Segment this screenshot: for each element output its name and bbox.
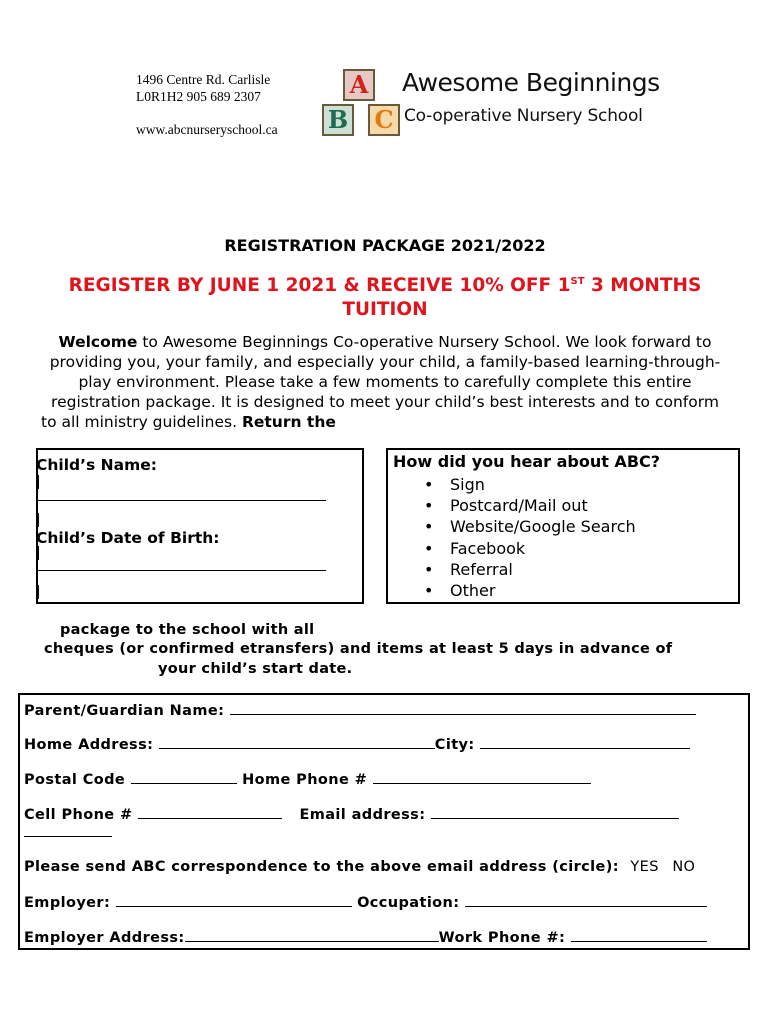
promo-line-1: REGISTER BY JUNE 1 2021 & RECEIVE 10% OFF 1: [68, 275, 571, 297]
occupation-label: Occupation:: [357, 895, 460, 911]
home-address-label: Home Address:: [24, 737, 154, 753]
promo-banner: [30, 270, 740, 322]
welcome-line-1: to Awesome Beginnings Co-operative Nursery School. We look forward to: [137, 333, 712, 351]
welcome-line-2: providing you, your family, and especially your child, a family-based learning-through-: [49, 353, 721, 371]
referral-option[interactable]: • Website/Google Search: [424, 516, 636, 537]
promo-superscript: ST: [570, 276, 585, 287]
yes-option[interactable]: YES: [630, 859, 659, 875]
postal-code-field[interactable]: [131, 771, 237, 784]
work-phone-field[interactable]: [571, 929, 707, 942]
address-line-1: 1496 Centre Rd. Carlisle: [136, 72, 271, 87]
child-dob-field[interactable]: [38, 570, 326, 571]
welcome-line-4: registration package. It is designed to meet your child’s best interests and to conform: [51, 393, 719, 411]
no-option[interactable]: NO: [672, 859, 696, 875]
form-row-address: [24, 736, 690, 753]
email-field-continued[interactable]: [24, 836, 112, 837]
logo-title: Awesome Beginnings: [402, 68, 660, 97]
parent-name-field[interactable]: [230, 702, 696, 715]
cell-phone-field[interactable]: [138, 806, 282, 819]
work-phone-label: Work Phone #:: [438, 930, 566, 946]
return-text: Return the: [241, 413, 336, 431]
logo-block-a: A: [343, 69, 375, 101]
field-marker: [36, 546, 39, 560]
postal-code-label: Postal Code: [24, 772, 126, 788]
page-title: REGISTRATION PACKAGE 2021/2022: [224, 236, 546, 255]
form-row-correspondence: [24, 859, 695, 875]
employer-address-label: Employer Address:: [24, 930, 185, 946]
child-name-label: Child’s Name:: [36, 456, 157, 474]
address-line-2: L0R1H2 905 689 2307: [136, 89, 261, 104]
field-marker: [36, 513, 39, 527]
parent-name-label: Parent/Guardian Name:: [24, 703, 225, 719]
email-label: Email address:: [299, 807, 426, 823]
home-address-field[interactable]: [159, 736, 435, 749]
home-phone-label: Home Phone #: [242, 772, 368, 788]
correspondence-label: Please send ABC correspondence to the above email address (circle):: [24, 859, 619, 875]
field-marker: [36, 585, 39, 599]
child-name-field[interactable]: [38, 500, 326, 501]
promo-line-1-end: 3 MONTHS: [584, 275, 702, 297]
form-row-postal: [24, 771, 591, 788]
school-address: [136, 71, 278, 138]
return-instructions-1: package to the school with all: [60, 622, 315, 638]
child-dob-label: Child’s Date of Birth:: [36, 529, 220, 547]
form-row-employer-address: [24, 929, 707, 946]
referral-option[interactable]: • Facebook: [424, 538, 636, 559]
home-phone-field[interactable]: [373, 771, 591, 784]
referral-option[interactable]: • Postcard/Mail out: [424, 495, 636, 516]
employer-field[interactable]: [116, 894, 352, 907]
referral-source-list: [424, 474, 636, 601]
employer-label: Employer:: [24, 895, 111, 911]
form-row-parent: [24, 702, 696, 719]
city-field[interactable]: [480, 736, 690, 749]
email-field[interactable]: [431, 806, 679, 819]
return-instructions-2: cheques (or confirmed etransfers) and items at least 5 days in advance of: [44, 641, 673, 657]
welcome-line-5: to all ministry guidelines.: [41, 413, 238, 431]
form-row-employer: [24, 894, 707, 911]
welcome-line-3: play environment. Please take a few moments to carefully complete this entire: [78, 373, 692, 391]
referral-option[interactable]: • Sign: [424, 474, 636, 495]
welcome-lead: Welcome: [58, 333, 138, 351]
logo-subtitle: Co-operative Nursery School: [404, 106, 643, 126]
logo-block-b: B: [322, 104, 354, 136]
occupation-field[interactable]: [465, 894, 707, 907]
return-instructions-3: your child’s start date.: [158, 661, 353, 677]
welcome-paragraph: [28, 332, 742, 432]
form-row-cell: [24, 806, 679, 823]
promo-line-2: TUITION: [342, 299, 428, 321]
field-marker: [36, 475, 39, 489]
referral-option[interactable]: • Other: [424, 580, 636, 601]
cell-phone-label: Cell Phone #: [24, 807, 133, 823]
employer-address-field[interactable]: [185, 929, 439, 942]
referral-source-title: How did you hear about ABC?: [393, 452, 661, 471]
logo-block-c: C: [368, 104, 400, 136]
referral-option[interactable]: • Referral: [424, 559, 636, 580]
city-label: City:: [434, 737, 475, 753]
school-website: www.abcnurseryschool.ca: [136, 122, 278, 137]
